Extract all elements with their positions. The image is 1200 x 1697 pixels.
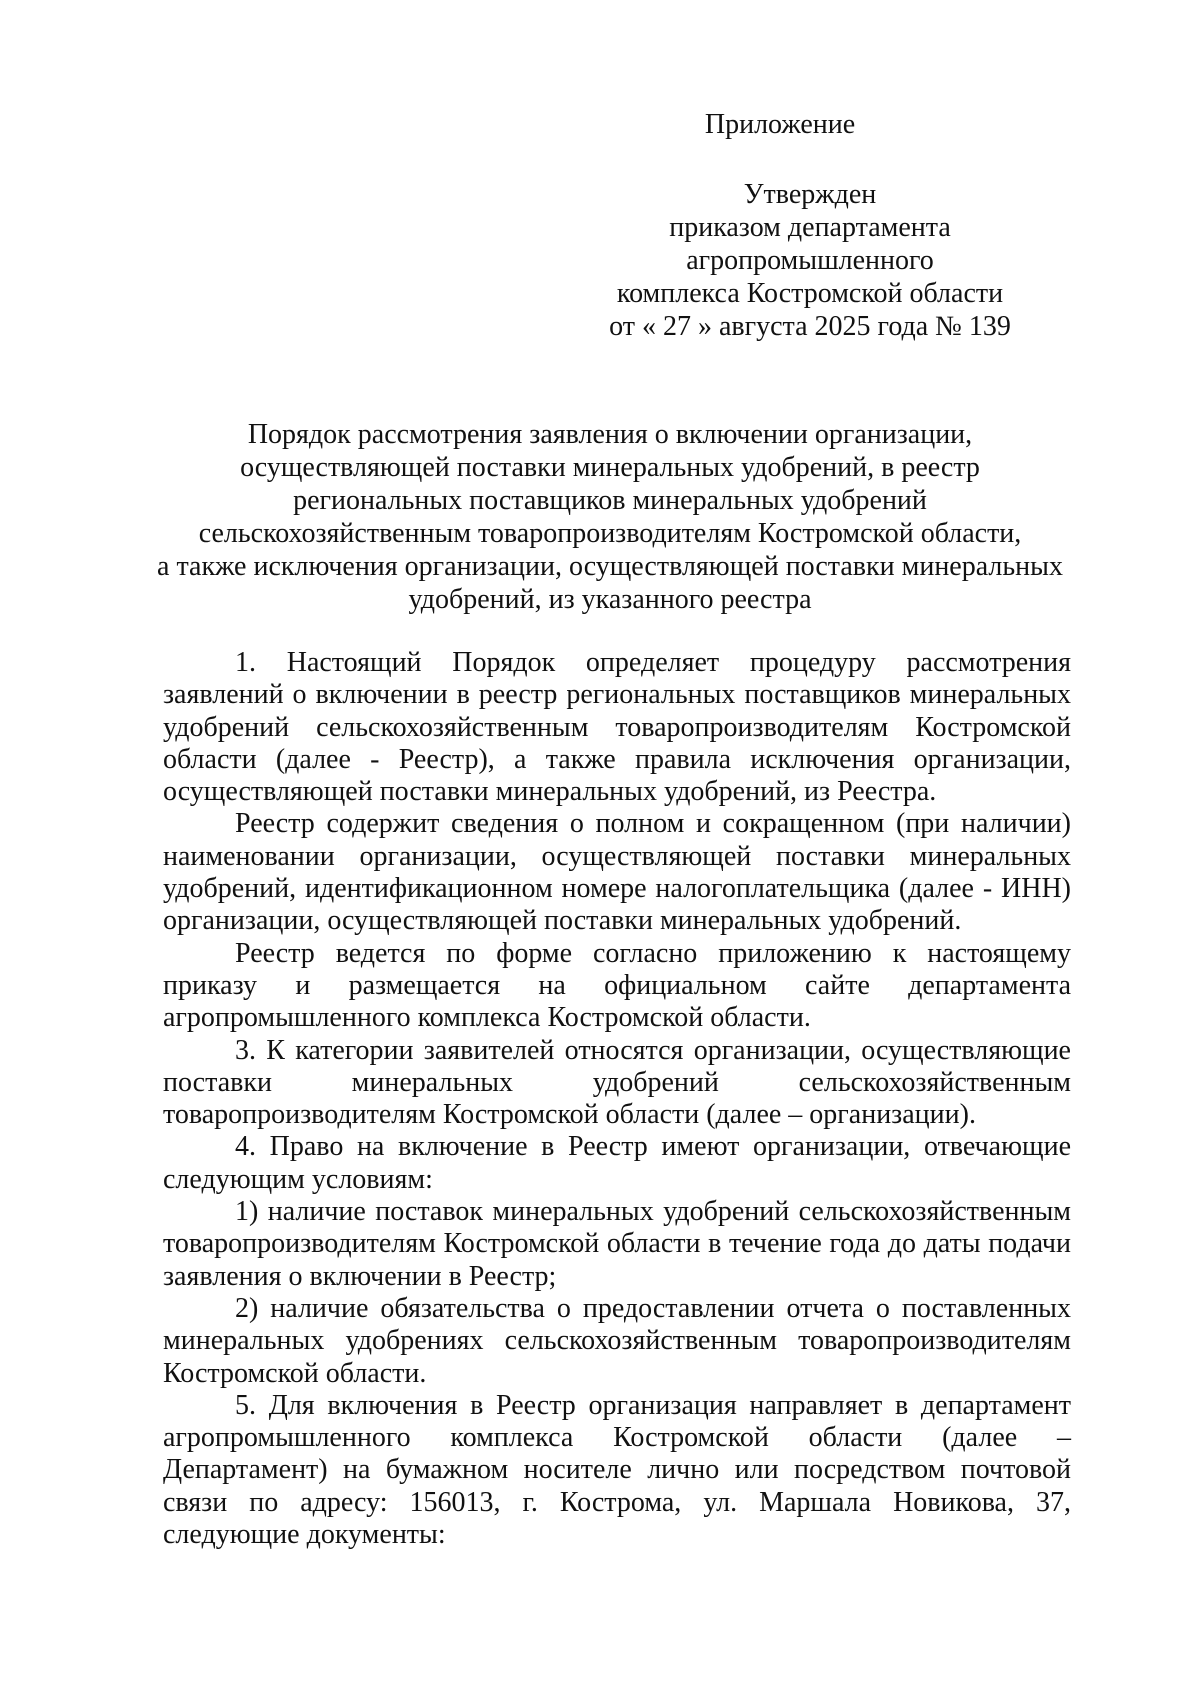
approval-line: приказом департамента	[669, 212, 951, 243]
title-line: а также исключения организации, осуществляющей поставки минеральных	[157, 551, 1063, 582]
title-line: сельскохозяйственным товаропроизводителям Костромской области,	[198, 518, 1022, 549]
paragraph: 1. Настоящий Порядок определяет процедуру рассмотрения заявлений о включении в реестр региональных поставщиков минеральных удобрений сельскохозяйственным товаропроизводителям Костромской области (далее - Реестр), а также правила исключения организации, осуществляющей поставки минеральных удобрений, из Реестра.	[163, 647, 1071, 808]
approval-line: комплекса Костромской области	[616, 278, 1004, 309]
paragraph: 5. Для включения в Реестр организация направляет в департамент агропромышленного комплекса Костромской области (далее – Департамент) на бумажном носителе лично или посредством почтовой связи по адресу: 156013, г. Кострома, ул. Маршала Новикова, 37, следующие документы:	[163, 1389, 1071, 1551]
document-body	[163, 647, 1071, 1551]
paragraph: Реестр ведется по форме согласно приложению к настоящему приказу и размещается на официальном сайте департамента агропромышленного комплекса Костромской области.	[163, 937, 1071, 1034]
paragraph: 1) наличие поставок минеральных удобрений сельскохозяйственным товаропроизводителям Костромской области в течение года до даты подачи заявления о включении в Реестр;	[163, 1196, 1071, 1292]
approval-line: агропромышленного	[686, 245, 934, 276]
appendix-label: Приложение	[704, 109, 856, 140]
approval-line: Утвержден	[743, 179, 877, 210]
title-line: осуществляющей поставки минеральных удобрений, в реестр	[240, 452, 980, 483]
paragraph: 3. К категории заявителей относятся организации, осуществляющие поставки минеральных удобрений сельскохозяйственным товаропроизводителям Костромской области (далее – организации).	[163, 1034, 1071, 1131]
paragraph: 4. Право на включение в Реестр имеют организации, отвечающие следующим условиям:	[163, 1131, 1071, 1195]
paragraph: 2) наличие обязательства о предоставлении отчета о поставленных минеральных удобрениях сельскохозяйственным товаропроизводителям Костромской области.	[163, 1292, 1071, 1389]
approval-block	[600, 178, 1020, 343]
title-line: Порядок рассмотрения заявления о включении организации,	[247, 419, 973, 450]
approval-line: от « 27 » августа 2025 года № 139	[609, 311, 1011, 342]
title-line: удобрений, из указанного реестра	[408, 584, 812, 615]
document-title	[150, 418, 1070, 616]
paragraph: Реестр содержит сведения о полном и сокращенном (при наличии) наименовании организации, осуществляющей поставки минеральных удобрений, идентификационном номере налогоплательщика (далее - ИНН) организации, осуществляющей поставки минеральных удобрений.	[163, 808, 1071, 937]
title-line: региональных поставщиков минеральных удобрений	[293, 485, 927, 516]
